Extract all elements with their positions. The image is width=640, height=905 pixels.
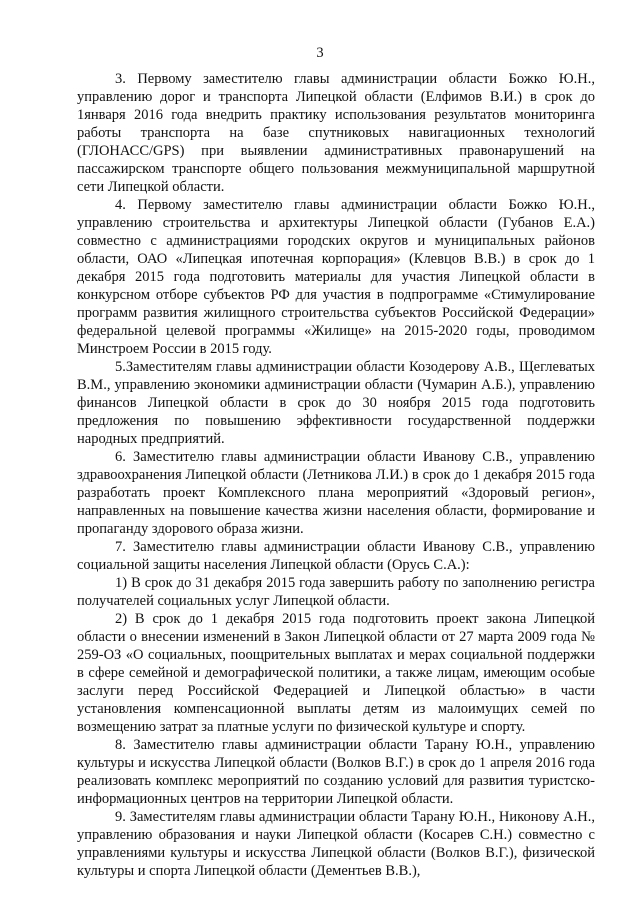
paragraph-item-3: 3. Первому заместителю главы администрации области Божко Ю.Н., управлению дорог и транспорта Липецкой области (Елфимов В.И.) в срок до 1января 2016 года внедрить практику использования результатов мониторинга работы транспорта на базе спутниковых навигационных технологий (ГЛОНАСС/GPS) при выявлении административных правонарушений на пассажирском транспорте общего пользования межмуниципальной маршрутной сети Липецкой области. [77,71,595,195]
paragraph-item-9: 9. Заместителям главы администрации области Тарану Ю.Н., Никонову А.Н., управлению образования и науки Липецкой области (Косарев С.Н.) совместно с управлениями культуры и искусства Липецкой области (Волков В.Г.), физической культуры и спорта Липецкой области (Дементьев В.В.), [77,809,595,879]
page-number: 3 [316,45,324,61]
paragraph-item-8: 8. Заместителю главы администрации области Тарану Ю.Н., управлению культуры и искусства Липецкой области (Волков В.Г.) в срок до 1 апреля 2016 года реализовать комплекс мероприятий по созданию условий для развития туристско-информационных центров на территории Липецкой области. [77,737,595,807]
paragraph-item-7: 7. Заместителю главы администрации области Иванову С.В., управлению социальной защиты населения Липецкой области (Орусь С.А.): [77,539,595,573]
paragraph-subitem-7-1: 1) В срок до 31 декабря 2015 года завершить работу по заполнению регистра получателей социальных услуг Липецкой области. [77,575,595,609]
document-body [77,70,595,880]
paragraph-item-5: 5.Заместителям главы администрации области Козодерову А.В., Щеглеватых В.М., управлению экономики администрации области (Чумарин А.Б.), управлению финансов Липецкой области в срок до 30 ноября 2015 года подготовить предложения по повышению эффективности государственной поддержки народных предприятий. [77,359,595,447]
paragraph-subitem-7-2: 2) В срок до 1 декабря 2015 года подготовить проект закона Липецкой области о внесении изменений в Закон Липецкой области от 27 марта 2009 года № 259-ОЗ «О социальных, поощрительных выплатах и мерах социальной поддержки в сфере семейной и демографической политики, а также лицам, имеющим особые заслуги перед Российской Федерацией и Липецкой областью» в части установления компенсационной выплаты детям из малоимущих семей по возмещению затрат за платные услуги по физической культуре и спорту. [77,611,595,735]
paragraph-item-4: 4. Первому заместителю главы администрации области Божко Ю.Н., управлению строительства и архитектуры Липецкой области (Губанов Е.А.) совместно с администрациями городских округов и муниципальных районов области, ОАО «Липецкая ипотечная корпорация» (Клевцов В.В.) в срок до 1 декабря 2015 года подготовить материалы для участия Липецкой области в конкурсном отборе субъектов РФ для участия в подпрограмме «Стимулирование программ развития жилищного строительства субъектов Российской Федерации» федеральной целевой программы «Жилище» на 2015-2020 годы, проводимом Минстроем России в 2015 году. [77,197,595,357]
paragraph-item-6: 6. Заместителю главы администрации области Иванову С.В., управлению здравоохранения Липецкой области (Летникова Л.И.) в срок до 1 декабря 2015 года разработать проект Комплексного плана мероприятий «Здоровый регион», направленных на повышение качества жизни населения области, формирование и пропаганду здорового образа жизни. [77,449,595,537]
